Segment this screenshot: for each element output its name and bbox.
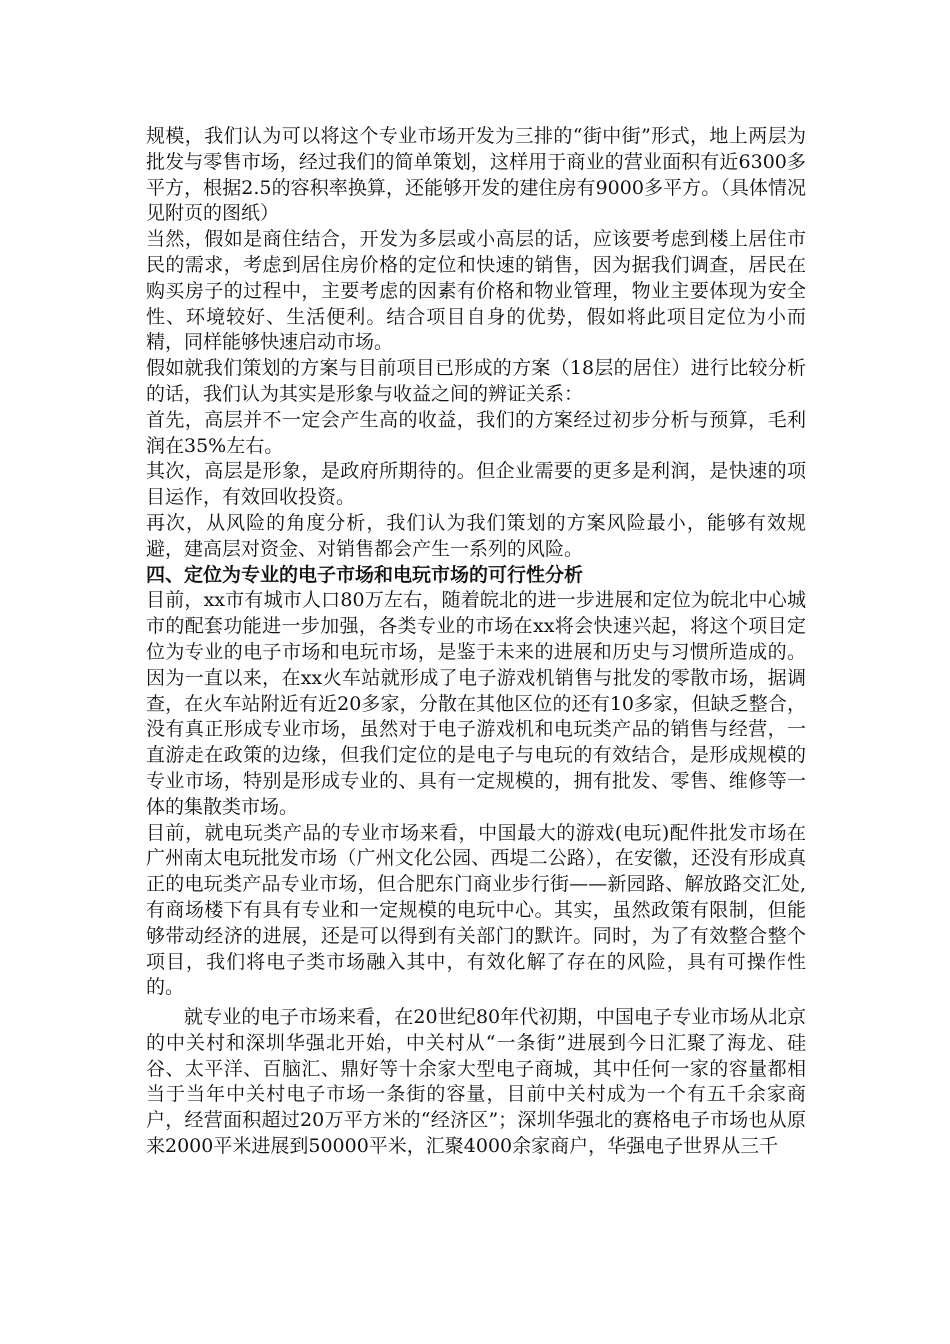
paragraph-4: 首先，高层并不一定会产生高的收益，我们的方案经过初步分析与预算，毛利润在35%左右。 (146, 408, 806, 457)
paragraph-9: 就专业的电子市场来看，在20世纪80年代初期，中国电子专业市场从北京的中关村和深圳华强北开始，中关村从“一条街”进展到今日汇聚了海龙、硅谷、太平洋、百脑汇、鼎好等十余家大型电子商城，其中任何一家的容量都相当于当年中关村电子市场一条街的容量，目前中关村成为一个有五千余家商户，经营面积超过20万平方米的“经济区”；深圳华强北的赛格电子市场也从原来2000平米进展到50000平米，汇聚4000余家商户，华强电子世界从三千 (146, 1006, 806, 1158)
paragraph-5: 其次，高层是形象，是政府所期待的。但企业需要的更多是利润，是快速的项目运作，有效回收投资。 (146, 460, 806, 509)
document-page (146, 124, 806, 1160)
paragraph-2: 当然，假如是商住结合，开发为多层或小高层的话，应该要考虑到楼上居住市民的需求，考虑到居住房价格的定位和快速的销售，因为据我们调查，居民在购买房子的过程中，主要考虑的因素有价格和物业管理，物业主要体现为安全性、环境较好、生活便利。结合项目自身的优势，假如将此项目定位为小而精，同样能够快速启动市场。 (146, 228, 806, 354)
paragraph-6: 再次，从风险的角度分析，我们认为我们策划的方案风险最小，能够有效规避，建高层对资金、对销售都会产生一系列的风险。 (146, 511, 806, 560)
paragraph-1: 规模，我们认为可以将这个专业市场开发为三排的“街中街”形式，地上两层为批发与零售市场，经过我们的简单策划，这样用于商业的营业面积有近6300多平方，根据2.5的容积率换算，还能够开发的建住房有9000多平方。（具体情况见附页的图纸） (146, 125, 806, 225)
paragraph-8: 目前，就电玩类产品的专业市场来看，中国最大的游戏(电玩)配件批发市场在广州南太电玩批发市场（广州文化公园、西堤二公路），在安徽，还没有形成真正的电玩类产品专业市场，但合肥东门商业步行街——新园路、解放路交汇处,有商场楼下有具有专业和一定规模的电玩中心。其实，虽然政策有限制，但能够带动经济的进展，还是可以得到有关部门的默许。同时，为了有效整合整个项目，我们将电子类市场融入其中，有效化解了存在的风险，具有可操作性的。 (146, 821, 806, 999)
paragraph-3: 假如就我们策划的方案与目前项目已形成的方案（18层的居住）进行比较分析的话，我们认为其实是形象与收益之间的辨证关系： (146, 357, 806, 405)
paragraph-7: 目前，xx市有城市人口80万左右，随着皖北的进一步进展和定位为皖北中心城市的配套功能进一步加强，各类专业的市场在xx将会快速兴起，将这个项目定位为专业的电子市场和电玩市场，是鉴于未来的进展和历史与习惯所造成的。因为一直以来，在xx火车站就形成了电子游戏机销售与批发的零散市场，据调查，在火车站附近有近20多家，分散在其他区位的还有10多家，但缺乏整合，没有真正形成专业市场，虽然对于电子游戏机和电玩类产品的销售与经营，一直游走在政策的边缘，但我们定位的是电子与电玩的有效结合，是形成规模的专业市场，特别是形成专业的、具有一定规模的，拥有批发、零售、维修等一体的集散类市场。 (146, 589, 806, 818)
section-heading: 四、定位为专业的电子市场和电玩市场的可行性分析 (146, 563, 584, 586)
